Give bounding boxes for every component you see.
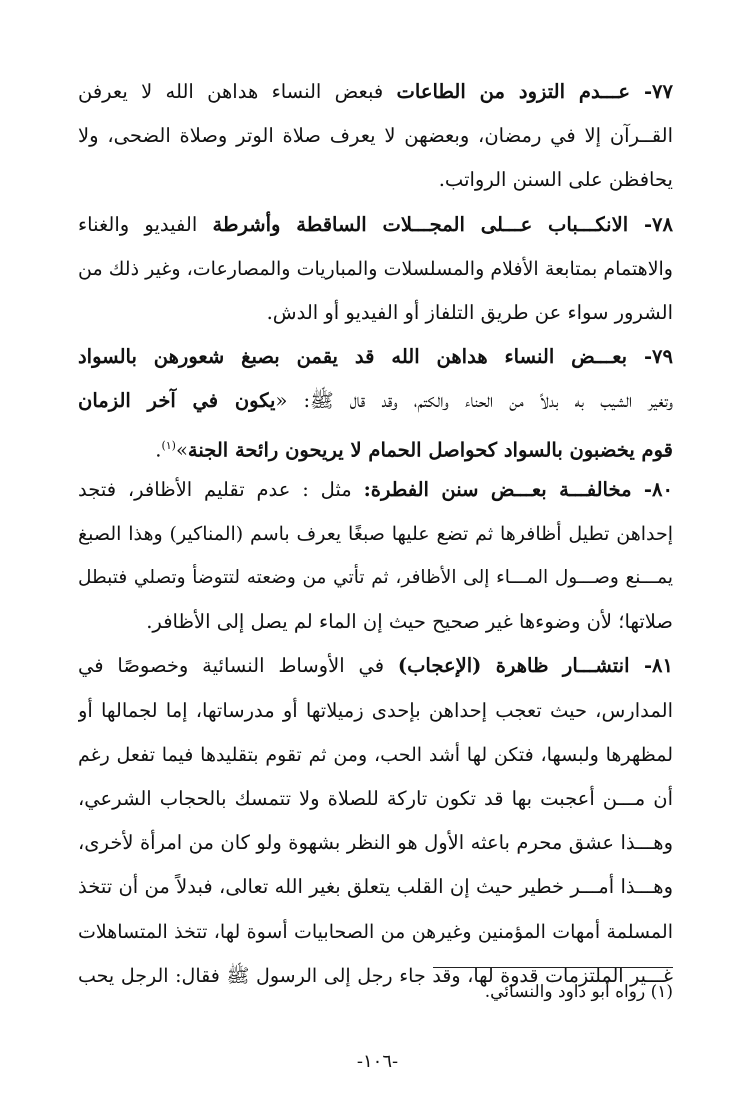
item-77-text-1: فبعض النساء هداهن الله لا يعرفن (78, 80, 384, 103)
item-81-line-6: وهـــذا أمـــر خطير حيث إن القلب يتعلق بغير الله تعالى، فبدلاً من أن تتخذ (78, 875, 673, 899)
item-78-line-1 (78, 203, 673, 247)
footnote-marker[interactable]: (١) (161, 438, 176, 452)
item-80-line-2: إحداهن تطيل أظافرها ثم تضع عليها صبغًا يعرف باسم (المناكير) وهذا الصبغ (78, 522, 673, 545)
footnote-divider (433, 967, 673, 968)
item-77-heading: ٧٧- عـــدم التزود من الطاعات (396, 80, 673, 103)
item-81-line-3: لمظهرها ولبسها، فتكن لها أشد الحب، ومن ثم تقوم بتقليدها فيما تفعل رغم (78, 743, 673, 766)
item-77-line-1 (78, 70, 673, 114)
item-79-heading: ٧٩- بعـــض النساء هداهن الله قد يقمن بصبغ شعورهن بالسواد (78, 345, 673, 369)
item-80-line-3: يمـــنع وصـــول المـــاء إلى الأظافر، ثم تأتي من وضعته لتتوضأ وتصلي فتبطل (78, 567, 673, 589)
item-79-line-2 (78, 379, 673, 423)
item-80-line-1 (78, 468, 673, 512)
item-81-line-7: المسلمة أمهات المؤمنين وغيرهن من الصحابيات أسوة لها، تتخذ المتساهلات (78, 920, 673, 943)
item-81-line-1 (78, 644, 673, 688)
item-78-line-3: الشرور سواء عن طريق التلفاز أو الفيديو أو الدش. (266, 300, 673, 324)
item-80-text-1: مثل : عدم تقليم الأظافر، فتجد (78, 477, 352, 501)
quote-close-mark: » (175, 438, 188, 461)
hadith-quote-end: قوم يخضبون بالسواد كحواصل الحمام لا يريحون رائحة الجنة (187, 438, 673, 461)
item-79-line-3 (78, 424, 673, 468)
item-80-heading: ٨٠- مخالفـــة بعـــض سنن الفطرة: (363, 477, 673, 501)
item-79-text-2: وتغير الشيب به بدلاً من الحناء والكتم، وقد قال ﷺ: « (275, 389, 673, 413)
item-81-line-2: المدارس، حيث تعجب إحداهن بإحدى زميلاتها أو مدرساتها، إما لجمالها أو (78, 698, 673, 722)
page-number: -١٠٦- (356, 1051, 399, 1072)
item-81-heading: ٨١- انتشـــار ظاهرة (الإعجاب) (397, 654, 673, 678)
footnote: (١) رواه أبو داود والنسائي. (484, 982, 673, 1002)
item-81-line-8: غـــير الملتزمات قدوة لها، وقد جاء رجل إلى الرسول ﷺ فقال: الرجل يحب (78, 964, 673, 987)
item-79-period: . (155, 438, 162, 461)
item-80-line-4: صلاتها؛ لأن وضوءها غير صحيح حيث إن الماء لم يصل إلى الأظافر. (146, 610, 673, 634)
item-77-line-3: يحافظن على السنن الرواتب. (438, 168, 673, 192)
item-81-text-1: في الأوساط النسائية وخصوصًا في (78, 654, 385, 678)
item-78-line-2: والاهتمام بمتابعة الأفلام والمسلسلات والمباريات والمصارعات، وغير ذلك من (78, 257, 673, 280)
hadith-quote-start: يكون في آخر الزمان (78, 389, 276, 413)
page-body (78, 70, 673, 998)
item-78-text-1: الفيديو والغناء (78, 212, 198, 236)
item-77-line-2: القــرآن إلا في رمضان، وبعضهن لا يعرف صلاة الوتر وصلاة الضحى، ولا (78, 124, 673, 148)
item-78-heading: ٧٨- الانكـــباب عـــلى المجـــلات الساقطة وأشرطة (212, 212, 673, 236)
item-81-line-5: وهـــذا عشق محرم باعثه الأول هو النظر بشهوة ولو كان من امرأة لأخرى، (78, 831, 673, 855)
item-81-line-4: أن مـــن أعجبت بها قد تكون تاركة للصلاة ولا تتمسك بالحجاب الشرعي، (78, 787, 673, 810)
